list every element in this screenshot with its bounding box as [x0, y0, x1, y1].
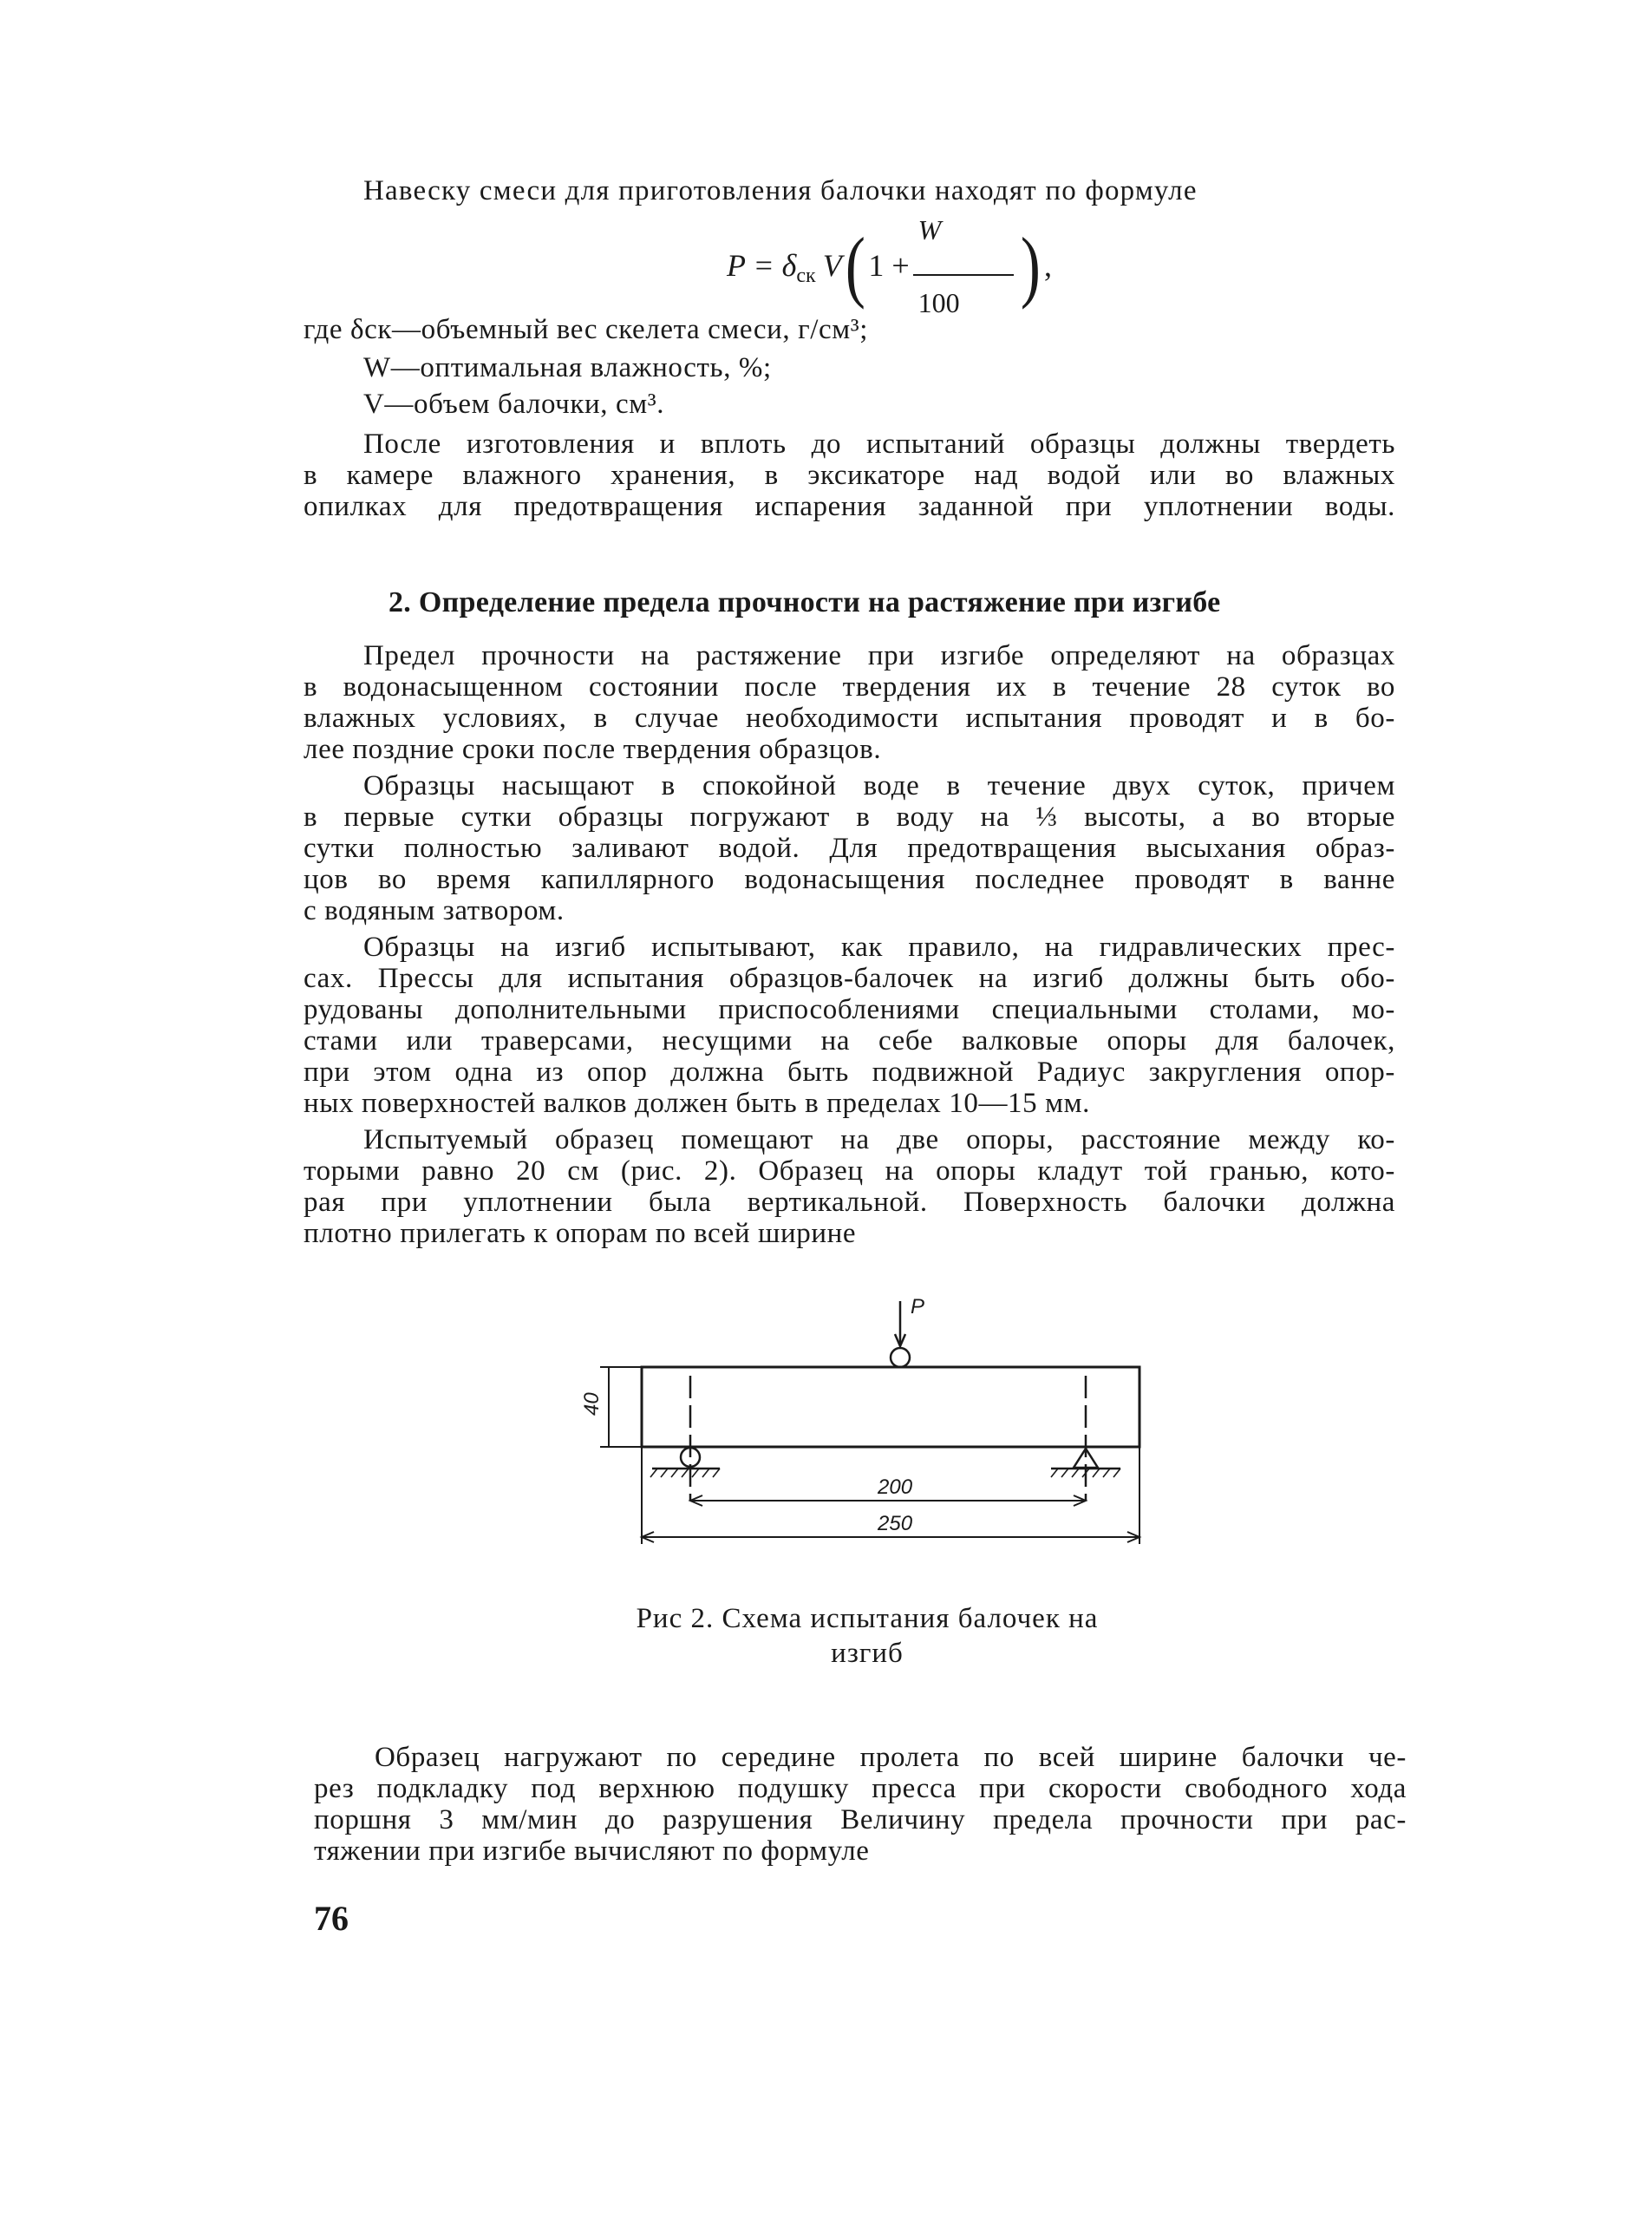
formula-mass: [727, 214, 1052, 318]
text-line: цов во время капиллярного водонасыщения последнее проводят в ванне: [304, 864, 1395, 895]
left-support-hatching: [650, 1469, 720, 1477]
formula-right-paren: ): [1021, 221, 1041, 310]
definition-volume: V—объем балочки, см³.: [363, 389, 665, 420]
load-label: P: [911, 1295, 925, 1318]
text-line: рез подкладку под верхнюю подушку пресса при скорости свободного хода: [314, 1773, 1407, 1804]
formula-v: V: [822, 248, 842, 283]
text-line: рудованы дополнительными приспособлениями специальными столами, мо-: [304, 994, 1395, 1025]
formula-denominator: 100: [917, 287, 960, 318]
figure-caption-line2: изгиб: [831, 1638, 904, 1669]
text-line: тяжении при изгибе вычисляют по формуле: [314, 1835, 870, 1867]
fraction-bar: [913, 274, 1015, 276]
text-line: сутки полностью заливают водой. Для предотвращения высыхания образ-: [304, 833, 1395, 864]
text-line: стами или траверсами, несущими на себе валковые опоры для балочек,: [304, 1025, 1395, 1057]
definition-density: где δск—объемный вес скелета смеси, г/см³;: [304, 314, 869, 345]
text-line: Образцы на изгиб испытывают, как правило, на гидравлических прес-: [363, 932, 1395, 963]
page-number: 76: [314, 1899, 349, 1938]
definition-moisture: W—оптимальная влажность, %;: [363, 352, 772, 383]
text-line: при этом одна из опор должна быть подвижной Радиус закругления опор-: [304, 1057, 1395, 1088]
figure-caption-line1: Рис 2. Схема испытания балочек на: [636, 1603, 1099, 1634]
text-line: в первые сутки образцы погружают в воду на ⅓ высоты, а во вторые: [304, 801, 1395, 833]
formula-lhs: P = δ: [727, 248, 797, 283]
text-line: поршня 3 мм/мин до разрушения Величину предела прочности при рас-: [314, 1804, 1407, 1835]
formula-sub: ск: [796, 264, 816, 287]
span-label: 200: [878, 1475, 913, 1499]
text-line: Испытуемый образец помещают на две опоры, расстояние между ко-: [363, 1124, 1395, 1155]
text-line: с водяным затвором.: [304, 895, 565, 926]
formula-fraction: [913, 211, 1015, 320]
text-line: в камере влажного хранения, в эксикаторе над водой или во влажных: [304, 460, 1395, 491]
text-line: торыми равно 20 см (рис. 2). Образец на опоры кладут той гранью, кото-: [304, 1155, 1395, 1187]
text-line: ных поверхностей валков должен быть в пределах 10—15 мм.: [304, 1088, 1090, 1119]
height-label: 40: [580, 1392, 604, 1416]
formula-tail: ,: [1043, 248, 1052, 283]
bending-test-diagram: [555, 1292, 1162, 1579]
text-line: плотно прилегать к опорам по всей ширине: [304, 1218, 857, 1249]
text-line: рая при уплотнении была вертикальной. Поверхность балочки должна: [304, 1187, 1395, 1218]
text-line: сах. Прессы для испытания образцов-балочек на изгиб должны быть обо-: [304, 963, 1395, 994]
text-line: опилках для предотвращения испарения заданной при уплотнении воды.: [304, 491, 1395, 522]
text-line: Предел прочности на растяжение при изгибе определяют на образцах: [363, 640, 1395, 671]
text-line: После изготовления и вплоть до испытаний образцы должны твердеть: [363, 429, 1395, 460]
length-label: 250: [878, 1512, 913, 1535]
text-line: лее поздние сроки после твердения образцов.: [304, 734, 882, 765]
beam-specimen: [642, 1367, 1139, 1447]
text-line: влажных условиях, в случае необходимости испытания проводят и в бо-: [304, 703, 1395, 734]
formula-numerator: W: [917, 214, 942, 245]
formula-one-plus: 1 +: [868, 248, 910, 283]
formula-left-paren: (: [845, 221, 865, 310]
text-line: в водонасыщенном состоянии после твердения их в течение 28 суток во: [304, 671, 1395, 703]
text-line: Образцы насыщают в спокойной воде в течение двух суток, причем: [363, 770, 1395, 801]
text-line: Образец нагружают по середине пролета по всей ширине балочки че-: [375, 1742, 1407, 1773]
load-roller: [891, 1348, 910, 1367]
section-heading: 2. Определение предела прочности на растяжение при изгибе: [389, 586, 1221, 618]
lead-line: Навеску смеси для приготовления балочки находят по формуле: [363, 175, 1198, 206]
